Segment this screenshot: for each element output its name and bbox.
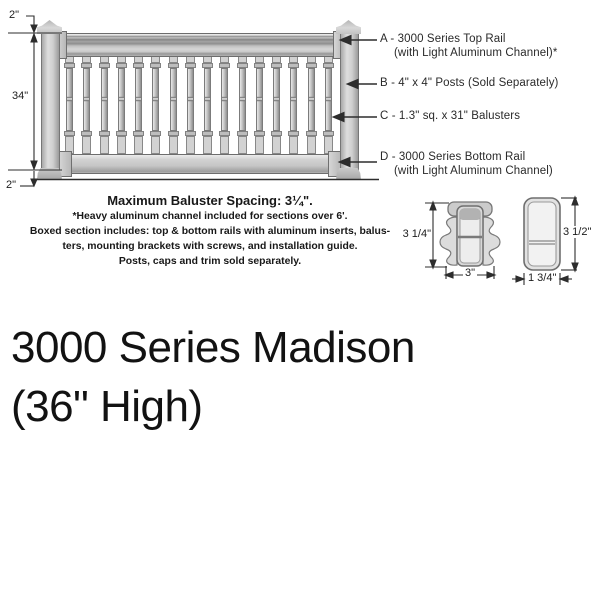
baluster: [219, 51, 230, 154]
rail-profile-cross-section: [440, 202, 500, 266]
xsec-bottom-width: 1 3/4": [528, 272, 557, 284]
product-title-line1: 3000 Series Madison: [11, 323, 415, 372]
xsec-rail-width: 3": [465, 267, 476, 279]
baluster: [237, 51, 248, 154]
right-post-base: [336, 168, 361, 180]
baluster: [99, 51, 110, 154]
product-title-line2: (36" High): [11, 382, 203, 431]
baluster: [306, 51, 317, 154]
callout-c-line1: C - 1.3" sq. x 31" Balusters: [380, 110, 521, 122]
baluster: [185, 51, 196, 154]
top-rail: [57, 33, 343, 57]
baluster: [133, 51, 144, 154]
notes-block: [0, 192, 420, 269]
bottom-rail: [58, 154, 342, 174]
dim-arrow-icon: [31, 179, 37, 186]
note-sold-separately: Posts, caps and trim sold separately.: [118, 256, 302, 267]
bottom-rail-cross-section: [524, 198, 560, 270]
note-spacing: Maximum Baluster Spacing: 3¼".: [107, 193, 313, 208]
callout-d-line2: (with Light Aluminum Channel): [394, 165, 553, 177]
note-footnote: *Heavy aluminum channel included for sections over 6'.: [72, 211, 348, 222]
baluster: [202, 51, 213, 154]
left-post: [41, 32, 60, 172]
dim-arrow-icon: [31, 25, 37, 32]
baluster: [64, 51, 75, 154]
baluster: [81, 51, 92, 154]
baluster: [254, 51, 265, 154]
left-post-base: [37, 168, 62, 180]
baluster: [168, 51, 179, 154]
xsec-bottom-height: 3 1/2": [563, 226, 592, 238]
rail-profile-dimensions: [425, 202, 495, 279]
xsec-rail-height: 3 1/4": [402, 228, 431, 240]
dim-top: 2": [9, 9, 20, 21]
callout-d-line1: D - 3000 Series Bottom Rail: [380, 151, 526, 163]
dim-side: 34": [12, 90, 29, 102]
dim-bottom: 2": [6, 179, 17, 191]
baluster: [116, 51, 127, 154]
note-includes-1: Boxed section includes: top & bottom rails with aluminum inserts, balus-: [29, 226, 391, 237]
right-post: [340, 32, 359, 172]
baluster: [323, 51, 334, 154]
callout-a-line2: (with Light Aluminum Channel)*: [394, 47, 558, 59]
callout-a-line1: A - 3000 Series Top Rail: [380, 33, 506, 45]
right-post-cap: [336, 20, 361, 34]
baluster: [271, 51, 282, 154]
left-post-cap: [37, 20, 62, 34]
baluster: [150, 51, 161, 154]
product-title: [11, 318, 415, 436]
note-includes-2: ters, mounting brackets with screws, and installation guide.: [62, 241, 358, 252]
dim-arrow-icon: [31, 161, 37, 169]
callout-b-line1: B - 4" x 4" Posts (Sold Separately): [380, 77, 559, 89]
dim-arrow-icon: [31, 34, 37, 42]
baluster: [288, 51, 299, 154]
balusters-row: [64, 51, 334, 154]
